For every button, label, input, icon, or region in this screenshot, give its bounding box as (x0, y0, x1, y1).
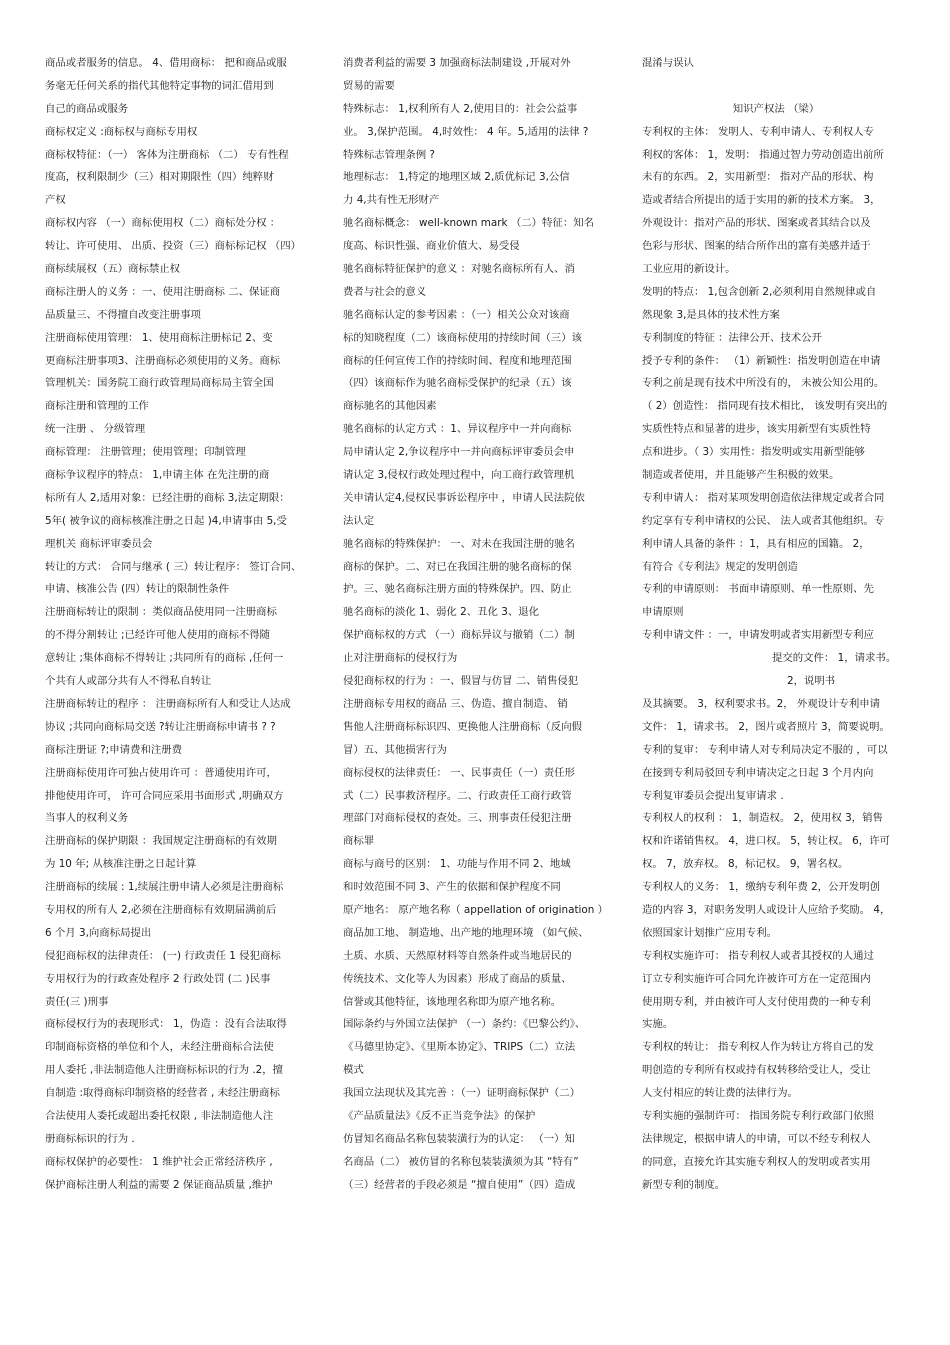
text-line: （ 2）创造性： 指同现有技术相比， 该发明有突出的 (642, 400, 888, 413)
text-line: （四）该商标作为驰名商标受保护的纪录（五）该 (343, 377, 572, 390)
text-line: 仿冒知名商品名称包装装潢行为的认定： （一）知 (343, 1132, 575, 1145)
text-line: 6 个月 3,向商标局提出 (45, 926, 152, 939)
text-line: 关申请认定4,侵权民事诉讼程序中 ，申请人民法院依 (343, 491, 585, 504)
text-line: 土质、水质、天然原材料等自然条件或当地居民的 (343, 949, 572, 962)
text-line: 为 10 年; 从核准注册之日起计算 (45, 858, 197, 871)
text-line: 混淆与误认 (642, 57, 694, 69)
text-line: 使用期专利，并由被许可人支付使用费的一种专利 (642, 995, 871, 1008)
text-line: 理机关 商标评审委员会 (45, 537, 153, 550)
text-line: 商品或者服务的信息。 4、借用商标： 把和商品或服 (45, 57, 287, 69)
text-line: 商品加工地、 制造地、出产地的地理环境 （如气候、 (343, 926, 589, 939)
text-line: 协议 ;共同向商标局交送 ?转让注册商标申请书 ? ? (45, 720, 276, 733)
text-line: 品质量三、不得擅自改变注册事项 (45, 308, 201, 321)
text-line: 自制造 :取得商标印制资格的经营者 , 未经注册商标 (45, 1087, 280, 1100)
text-line: 有符合《专利法》规定的发明创造 (642, 560, 798, 573)
text-line: 色彩与形状、图案的结合所作出的富有美感并适于 (642, 240, 871, 253)
text-line: 的同意，直接允许其实施专利权人的发明或者实用 (642, 1155, 871, 1168)
text-line: 实施。 (642, 1018, 674, 1031)
text-line: 和时效范围不同 3、产生的依据和保护程度不同 (343, 881, 561, 894)
text-line: 权。 7，放弃权。 8，标记权。 9，署名权。 (642, 858, 849, 871)
text-line: 专利申请人： 指对某项发明创造依法律规定或者合同 (642, 491, 885, 504)
text-line: 商标的保护。二、对已在我国注册的驰名商标的保 (343, 560, 572, 573)
text-line: 注册商标转让的程序 ： 注册商标所有人和受让人达成 (45, 697, 291, 710)
text-line: 排他使用许可， 许可合同应采用书面形式 ,明确双方 (45, 789, 284, 802)
text-line: 利权的客体： 1，发明： 指通过智力劳动创造出前所 (642, 148, 884, 161)
text-line: 注册商标的续展 : 1,续展注册申请人必须是注册商标 (45, 881, 284, 894)
text-line: 驰名商标的特殊保护： 一、对未在我国注册的驰名 (343, 537, 575, 550)
text-line: 权和许诺销售权。 4，进口权。 5，转让权。 6，许可 (642, 835, 890, 848)
text-line: 工业应用的新设计。 (642, 263, 736, 276)
text-line: 冒）五、其他损害行为 (343, 743, 447, 756)
text-line: 授予专利的条件： （1）新颖性：指发明创造在申请 (642, 354, 881, 367)
text-line: 度高、标识性强、商业价值大、易受侵 (343, 240, 520, 253)
text-line: 当事人的权利义务 (45, 812, 129, 825)
text-line: 转让的方式： 合同与继承 ( 三）转让程序： 签订合同、 (45, 560, 302, 573)
text-line: 商标注册证 ?;申请费和注册费 (45, 743, 183, 756)
text-line: 注册商标的保护期限 ：我国规定注册商标的有效期 (45, 835, 277, 848)
text-line: 商标的任何宣传工作的持续时间、程度和地理范围 (343, 354, 572, 367)
text-line: 制造或者使用，并且能够产生积极的效果。 (642, 469, 840, 482)
text-line: 2，说明书 (787, 675, 836, 688)
text-line: 专利权的转让： 指专利权人作为转让方将自己的发 (642, 1041, 874, 1054)
text-line: 申请原则 (642, 606, 684, 619)
text-line: 商标注册和管理的工作 (45, 400, 149, 413)
text-line: 5年( 被争议的商标核准注册之日起 )4,申请事由 5,受 (45, 514, 287, 527)
text-line: 专利实施的强制许可： 指国务院专利行政部门依照 (642, 1109, 874, 1122)
text-line: 请认定 3,侵权行政处理过程中，向工商行政管理机 (343, 469, 575, 482)
text-line: 订立专利实施许可合同允许被许可方在一定范围内 (642, 972, 871, 985)
text-line: 消费者利益的需要 3 加强商标法制建设 ,开展对外 (343, 57, 571, 69)
text-line: 驰名商标认定的参考因素 ：（一）相关公众对该商 (343, 308, 570, 321)
text-line: 式（二）民事救济程序。二、行政责任工商行政管 (343, 789, 572, 802)
text-line: 《马德里协定》、《里斯本协定》、TRIPS（二）立法 (343, 1041, 576, 1054)
text-line: 商标罪 (343, 835, 375, 848)
text-line: 驰名商标的认定方式 ：1、异议程序中一并向商标 (343, 423, 572, 436)
text-line: 明创造的专利所有权或持有权转移给受让人，受让 (642, 1064, 871, 1077)
text-line: （三）经营者的手段必须是 “擅自使用”（四）造成 (343, 1178, 576, 1191)
text-line: 法律规定，根据申请人的申请，可以不经专利权人 (642, 1132, 871, 1145)
text-line: 注册商标使用许可独占使用许可 ：普通使用许可， (45, 766, 277, 779)
text-line: 地理标志： 1,特定的地理区域 2,质优标记 3,公信 (343, 171, 570, 184)
text-column-right (642, 52, 910, 1197)
text-line: 我国立法现状及其完善 ：（一）证明商标保护（二） (343, 1087, 581, 1100)
text-line: 商标与商号的区别： 1、功能与作用不同 2、地域 (343, 858, 571, 871)
text-line: 统一注册 、 分级管理 (45, 423, 146, 436)
text-line: 合法使用人委托或超出委托权限 , 非法制造他人注 (45, 1109, 274, 1122)
text-line: 驰名商标特征保护的意义 ：对驰名商标所有人、消 (343, 263, 575, 276)
text-line: 专利申请文件 ：一，申请发明或者实用新型专利应 (642, 629, 874, 642)
text-line: 专用权的所有人 2,必须在注册商标有效期届满前后 (45, 903, 277, 916)
text-line: 约定享有专利申请权的公民、 法人或者其他组织。专 (642, 514, 885, 527)
text-line: 造或者结合所提出的适于实用的新的技术方案。 3， (642, 194, 881, 207)
text-line: 新型专利的制度。 (642, 1178, 726, 1191)
text-line: 国际条约与外国立法保护 （一）条约：《巴黎公约》、 (343, 1018, 586, 1031)
text-line: 转让、许可使用、 出质、投资（三）商标标记权 （四） (45, 240, 301, 253)
text-line: 册商标标识的行为 . (45, 1132, 135, 1145)
text-line: 商标权内容 （一）商标使用权（二）商标处分权 ： (45, 217, 281, 230)
text-line: 侵犯商标权的行为 ：一、假冒与仿冒 二、销售侵犯 (343, 675, 579, 688)
text-line: 注册商标转让的限制 ：类似商品使用同一注册商标 (45, 606, 277, 619)
text-line: 止对注册商标的侵权行为 (343, 652, 458, 665)
text-line: 商标侵权行为的表现形式： 1，伪造 ：没有合法取得 (45, 1018, 287, 1031)
text-line: 信誉或其他特征，该地理名称即为原产地名称。 (343, 995, 562, 1008)
text-line: 文件： 1，请求书。 2，图片或者照片 3，简要说明。 (642, 720, 890, 733)
text-line: 力 4,共有性无形财产 (343, 194, 440, 207)
text-line: 商标权特征：（一） 客体为注册商标 （二） 专有性程 (45, 148, 289, 161)
text-line: 自己的商品或服务 (45, 102, 129, 115)
text-line: 务毫无任何关系的指代其他特定事物的词汇借用到 (45, 79, 274, 92)
text-line: 用人委托 ,非法制造他人注册商标标识的行为 .2，擅 (45, 1064, 284, 1077)
text-line: 专利权人的权利 ： 1，制造权。 2，使用权 3，销售 (642, 812, 883, 825)
text-line: 特殊标志： 1,权利所有人 2,使用目的：社会公益事 (343, 102, 578, 115)
text-line: 商标续展权（五）商标禁止权 (45, 263, 181, 276)
text-line: 标的知晓程度（二）该商标使用的持续时间（三）该 (343, 331, 582, 344)
text-line: 人支付相应的转让费的法律行为。 (642, 1087, 798, 1100)
text-line: 注册商标专用权的商品 三、伪造、擅自制造、 销 (343, 697, 568, 710)
text-column-left (45, 52, 313, 1197)
text-line: 模式 (343, 1064, 364, 1077)
text-line: 专利之前是现有技术中所没有的， 未被公知公用的。 (642, 377, 885, 390)
text-line: 管理机关：国务院工商行政管理局商标局主管全国 (45, 377, 274, 390)
text-line: 造的内容 3，对职务发明人或设计人应给予奖励。 4， (642, 903, 891, 916)
text-line: 在接到专利局驳回专利申请决定之日起 3 个月内向 (642, 766, 874, 779)
text-line: 外观设计：指对产品的形状、图案或者其结合以及 (642, 217, 871, 230)
text-line: 特殊标志管理条例 ? (343, 148, 435, 161)
text-line: 商标注册人的义务 ：一、使用注册商标 二、保证商 (45, 285, 281, 298)
text-line: 更商标注册事项3、注册商标必须使用的义务。商标 (45, 354, 281, 367)
text-line: 商标管理： 注册管理；使用管理；印制管理 (45, 446, 246, 459)
text-line (642, 75, 910, 98)
text-line: 申请、核准公告 (四）转让的限制性条件 (45, 583, 229, 596)
text-line: 印制商标资格的单位和个人，未经注册商标合法使 (45, 1041, 274, 1054)
text-line: 然现象 3,是具体的技术性方案 (642, 308, 780, 321)
text-line: 专用权行为的行政查处程序 2 行政处罚 (二 )民事 (45, 972, 271, 985)
text-line: 专利权的主体： 发明人、专利申请人、专利权人专 (642, 125, 874, 138)
text-line: 商标争议程序的特点： 1,申请主体 在先注册的商 (45, 469, 270, 482)
text-line: 商标权保护的必要性： 1 维护社会正常经济秩序 , (45, 1155, 273, 1168)
text-line: 侵犯商标权的法律责任： (一) 行政责任 1 侵犯商标 (45, 949, 281, 962)
text-line: 实质性特点和显著的进步，该实用新型有实质性特 (642, 423, 871, 436)
text-line: 专利制度的特征 ：法律公开、技术公开 (642, 331, 822, 344)
text-line: 利申请人具备的条件 ：1，具有相应的国籍。 2， (642, 537, 870, 550)
text-line: 专利的申请原则： 书面申请原则、单一性原则、先 (642, 583, 874, 596)
text-line: 依照国家计划推广应用专利。 (642, 926, 778, 939)
text-line: 专利权人的义务： 1，缴纳专利年费 2，公开发明创 (642, 881, 881, 894)
text-line: 驰名商标的淡化 1、弱化 2、丑化 3、退化 (343, 606, 539, 619)
text-line: 个共有人或部分共有人不得私自转让 (45, 675, 212, 688)
text-line: 专利权实施许可： 指专利权人或者其授权的人通过 (642, 949, 874, 962)
text-line: 责任(三 )刑事 (45, 995, 109, 1008)
text-line: 业。 3,保护范围。 4,时效性： 4 年。5,适用的法律 ? (343, 125, 589, 138)
text-line: 传统技术、文化等人为因素）形成了商品的质量、 (343, 972, 572, 985)
section-heading: 知识产权法 （梁） (732, 102, 820, 115)
text-line: 意转让 ;集体商标不得转让 ;共同所有的商标 ,任何一 (45, 652, 284, 665)
text-line: 贸易的需要 (343, 79, 395, 92)
text-column-middle (343, 52, 615, 1197)
text-line: 保护商标注册人利益的需要 2 保证商品质量 ,维护 (45, 1178, 273, 1191)
text-line: 原产地名： 原产地名称（ appellation of origination ） (343, 903, 609, 916)
text-line: 提交的文件： 1，请求书。 (772, 652, 897, 665)
text-line: 保护商标权的方式 （一）商标异议与撤销（二）制 (343, 629, 575, 642)
text-line: 《产品质量法》《反不正当竞争法》的保护 (343, 1109, 536, 1122)
text-line: 费者与社会的意义 (343, 285, 427, 298)
text-line: 名商品（二） 被仿冒的名称包装装潢须为其 “特有” (343, 1155, 579, 1168)
text-line: 注册商标使用管理： 1、使用商标注册标记 2、变 (45, 331, 273, 344)
text-line: 专利的复审： 专利申请人对专利局决定不服的 ，可以 (642, 743, 888, 756)
text-line: 点和进步。（ 3）实用性：指发明或实用新型能够 (642, 446, 865, 459)
text-line: 度高，权利限制少（三）相对期限性（四）纯粹财 (45, 171, 274, 184)
text-line: 商标驰名的其他因素 (343, 400, 437, 413)
text-line: 产权 (45, 194, 66, 207)
text-line: 专利复审委员会提出复审请求 . (642, 789, 784, 802)
text-line: 及其摘要。 3，权利要求书。2， 外观设计专利申请 (642, 697, 881, 710)
text-line: 售他人注册商标标识四、更换他人注册商标（反向假 (343, 720, 582, 733)
text-line: 局申请认定 2,争议程序中一并向商标评审委员会申 (343, 446, 575, 459)
text-line: 发明的特点： 1,包含创新 2,必须利用自然规律或自 (642, 285, 877, 298)
text-line: 法认定 (343, 514, 375, 527)
text-line: 未有的东西。 2，实用新型： 指对产品的形状、构 (642, 171, 874, 184)
text-line: 标所有人 2,适用对象：已经注册的商标 3,法定期限： (45, 491, 290, 504)
text-line: 理部门对商标侵权的查处。三、刑事责任侵犯注册 (343, 812, 572, 825)
text-line: 驰名商标概念： well-known mark （二）特征：知名 (343, 217, 595, 230)
text-line: 的不得分割转让 ;已经许可他人使用的商标不得随 (45, 629, 271, 642)
text-line: 护。三、驰名商标注册方面的特殊保护。四、防止 (343, 583, 572, 596)
text-line: 商标权定义 :商标权与商标专用权 (45, 125, 198, 138)
text-line: 商标侵权的法律责任： 一、民事责任（一）责任形 (343, 766, 575, 779)
